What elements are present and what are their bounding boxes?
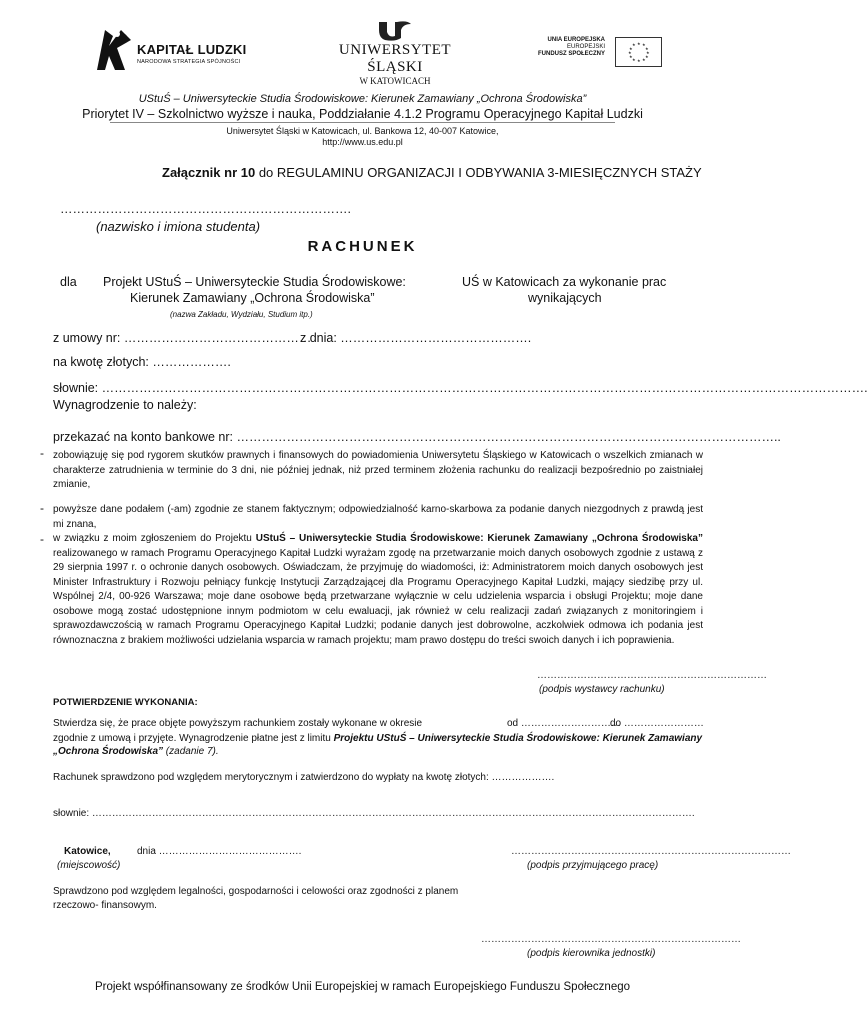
svg-text:★: ★	[632, 57, 636, 62]
kl-title: KAPITAŁ LUDZKI	[137, 42, 247, 57]
amount-field: na kwotę złotych: ……………….	[53, 355, 231, 369]
confirmation-heading: POTWIERDZENIE WYKONANIA:	[53, 697, 198, 708]
svg-text:★: ★	[645, 54, 649, 59]
svg-text:★: ★	[637, 58, 641, 63]
issuer-signature-label: (podpis wystawcy rachunku)	[539, 684, 665, 695]
svg-text:★: ★	[642, 57, 646, 62]
kapital-ludzki-emblem-icon	[95, 26, 133, 72]
svg-text:★: ★	[642, 42, 646, 47]
eu-logo	[535, 37, 660, 67]
attachment-title: do REGULAMINU ORGANIZACJI I ODBYWANIA 3-MIESIĘCZNYCH STAŻY	[255, 165, 702, 180]
contract-number-field: z umowy nr: ………………………………………	[53, 331, 312, 345]
project-line: UStuŚ – Uniwersyteckie Studia Środowiskowe: Kierunek Zamawiany „Ochrona Środowiska”	[138, 93, 587, 105]
manager-signature-label: (podpis kierownika jednostki)	[527, 948, 656, 959]
us-text-2: wynikających	[528, 291, 602, 305]
project-name-1: Projekt UStuŚ – Uniwersyteckie Studia Środowiskowe:	[103, 275, 406, 289]
date-field: dnia …………………………………….	[137, 846, 302, 857]
footer-text: Projekt współfinansowany ze środków Unii Europejskiej w ramach Europejskiego Funduszu Społecznego	[94, 981, 631, 993]
student-label: (nazwisko i imiona studenta)	[96, 219, 261, 234]
student-dots: …………………………………………………………….	[60, 202, 351, 216]
city-label: (miejscowość)	[57, 860, 121, 871]
document-title: RACHUNEK	[307, 238, 418, 255]
university-logo	[320, 20, 470, 86]
declaration-2: powyższe dane podałem (-am) zgodnie ze stanem faktycznym; odpowiedzialność karno-skarbowa za podanie danych niezgodnych z prawdą jest mi znana,	[53, 504, 703, 530]
bank-account-field: przekazać na konto bankowe nr: …………………………………………………………………………………………………………………..	[53, 430, 781, 444]
priority-line: Priorytet IV – Szkolnictwo wyższe i nauka, Poddziałanie 4.1.2 Programu Operacyjnego Kapitał Ludzki	[82, 107, 643, 121]
kl-subtitle: NARODOWA STRATEGIA SPÓJNOŚCI	[137, 59, 241, 65]
confirmation-limit-text: zgodnie z umową i przyjęte. Wynagrodzenie płatne jest z limitu	[53, 733, 334, 744]
receiver-signature-label: (podpis przyjmującego pracę)	[527, 860, 659, 871]
svg-text:★: ★	[629, 46, 633, 51]
declaration-3-intro: w związku z moim zgłoszeniem do Projektu	[53, 533, 256, 544]
checked-words-line: słownie: ……………………………………………………………………………………………………………………………………………………………….	[53, 808, 695, 819]
svg-text:★: ★	[637, 41, 641, 46]
university-city: W KATOWICACH	[359, 76, 431, 86]
svg-text:★: ★	[632, 42, 636, 47]
svg-text:★: ★	[645, 46, 649, 51]
university-name: UNIWERSYTET ŚLĄSKI	[338, 42, 452, 75]
legal-check-text-1: Sprawdzono pod względem legalności, gospodarności i celowości oraz zgodności z planem	[53, 886, 459, 897]
checked-amount-line: Rachunek sprawdzono pod względem merytorycznym i zatwierdzono do wypłaty na kwotę złotych: ……………….	[53, 772, 555, 783]
svg-text:★: ★	[628, 50, 632, 55]
project-name-2: Kierunek Zamawiany „Ochrona Środowiska”	[130, 291, 375, 305]
svg-text:★: ★	[646, 50, 650, 55]
period-to: do ……………………	[610, 718, 704, 729]
eu-text	[535, 37, 605, 58]
confirmation-limit-project: Projektu UStuŚ – Uniwersyteckie Studia Środowiskowe: Kierunek Zamawiany „Ochrona Środowiska”	[53, 733, 703, 757]
contract-date-field: z dnia: ……………………………………….	[300, 331, 532, 345]
eu-flag-icon	[615, 37, 662, 67]
declaration-3-project: UStuŚ – Uniwersyteckie Studia Środowiskowe: Kierunek Zamawiany „Ochrona Środowiska”	[255, 533, 703, 544]
eu-line1: UNIA EUROPEJSKA	[547, 37, 605, 43]
eu-line2: EUROPEJSKI	[566, 44, 605, 50]
kapital-ludzki-logo	[95, 24, 255, 76]
university-emblem-icon	[375, 20, 415, 42]
bullet-3: -	[40, 532, 44, 546]
city-field: Katowice,	[64, 846, 111, 857]
bullet-2: -	[40, 501, 44, 515]
confirmation-period: Stwierdza się, że prace objęte powyższym rachunkiem zostały wykonane w okresie	[53, 718, 423, 729]
eu-line3: FUNDUSZ SPOŁECZNY	[537, 51, 605, 57]
manager-signature-dots: ……………………………………………………………………	[481, 934, 741, 945]
header-divider	[110, 122, 615, 123]
legal-check-text-2: rzeczowo- finansowym.	[53, 900, 157, 911]
unit-note: (nazwa Zakładu, Wydziału, Studium itp.)	[170, 310, 313, 319]
attachment-line	[162, 165, 702, 180]
confirmation-limit-task: (zadanie 7).	[163, 746, 219, 757]
confirmation-limit	[53, 732, 703, 758]
declaration-3	[53, 532, 703, 648]
attachment-number: Załącznik nr 10	[162, 165, 256, 180]
svg-text:★: ★	[629, 54, 633, 59]
dla-label: dla	[60, 275, 77, 289]
url-line: http://www.us.edu.pl	[322, 137, 403, 147]
receiver-signature-dots: …………………………………………………………………………	[511, 846, 791, 857]
bullet-1: -	[40, 446, 44, 460]
amount-words-field: słownie: ………………………………………………………………………………………………………………………………………………………………….	[53, 381, 868, 395]
us-text-1: UŚ w Katowicach za wykonanie prac	[462, 275, 667, 289]
address-line: Uniwersytet Śląski w Katowicach, ul. Bankowa 12, 40-007 Katowice,	[226, 126, 499, 136]
declaration-3-body: realizowanego w ramach Programu Operacyjnego Kapitał Ludzki wyrażam zgodę na przetwarzanie moich danych osobowych zgodnie z ustawą z 29 sierpnia 1997 r. o ochronie danych osobowych. Oświadczam, że przyjmuję do wiadomości, iż: Administratorem moich danych osobowych jest Minister Infrastruktury i Rozwoju pełniący funkcję Instytucji Zarządzającej dla Programu Operacyjnego Kapitał Ludzki, mający siedzibę przy ul. Wspólnej 2/4, 00-926 Warszawa; moje dane osobowe będą przetwarzane wyłącznie w celu udzielenia wsparcia i obsługi Projektu; moje dane osobowe mogą zostać udostępnione innym podmiotom w celu ewaluacji, jak również w celu realizacji zadań związanych z monitoringiem i sprawozdawczością w ramach Programu Operacyjnego Kapitał Ludzki; podanie danych jest dobrowolne, aczkolwiek odmowa ich podania jest równoznaczna z brakiem możliwości udzielania wsparcia w ramach projektu; mam prawo dostępu do treści swoich danych i ich poprawienia.	[53, 547, 703, 646]
period-from: od …………………………	[507, 718, 621, 729]
declaration-1: zobowiązuję się pod rygorem skutków prawnych i finansowych do powiadomienia Uniwersytetu Śląskiego w Katowicach o wszelkich zmianach w charakterze zatrudnienia w terminie do 3 dni, nie później jednak, niż przed terminem złożenia rachunku do realizacji bezpośrednio po zaistniałej zmianie,	[53, 450, 703, 490]
salary-label: Wynagrodzenie to należy:	[53, 398, 197, 412]
issuer-signature-dots: ……………………………………………………………	[537, 670, 767, 681]
